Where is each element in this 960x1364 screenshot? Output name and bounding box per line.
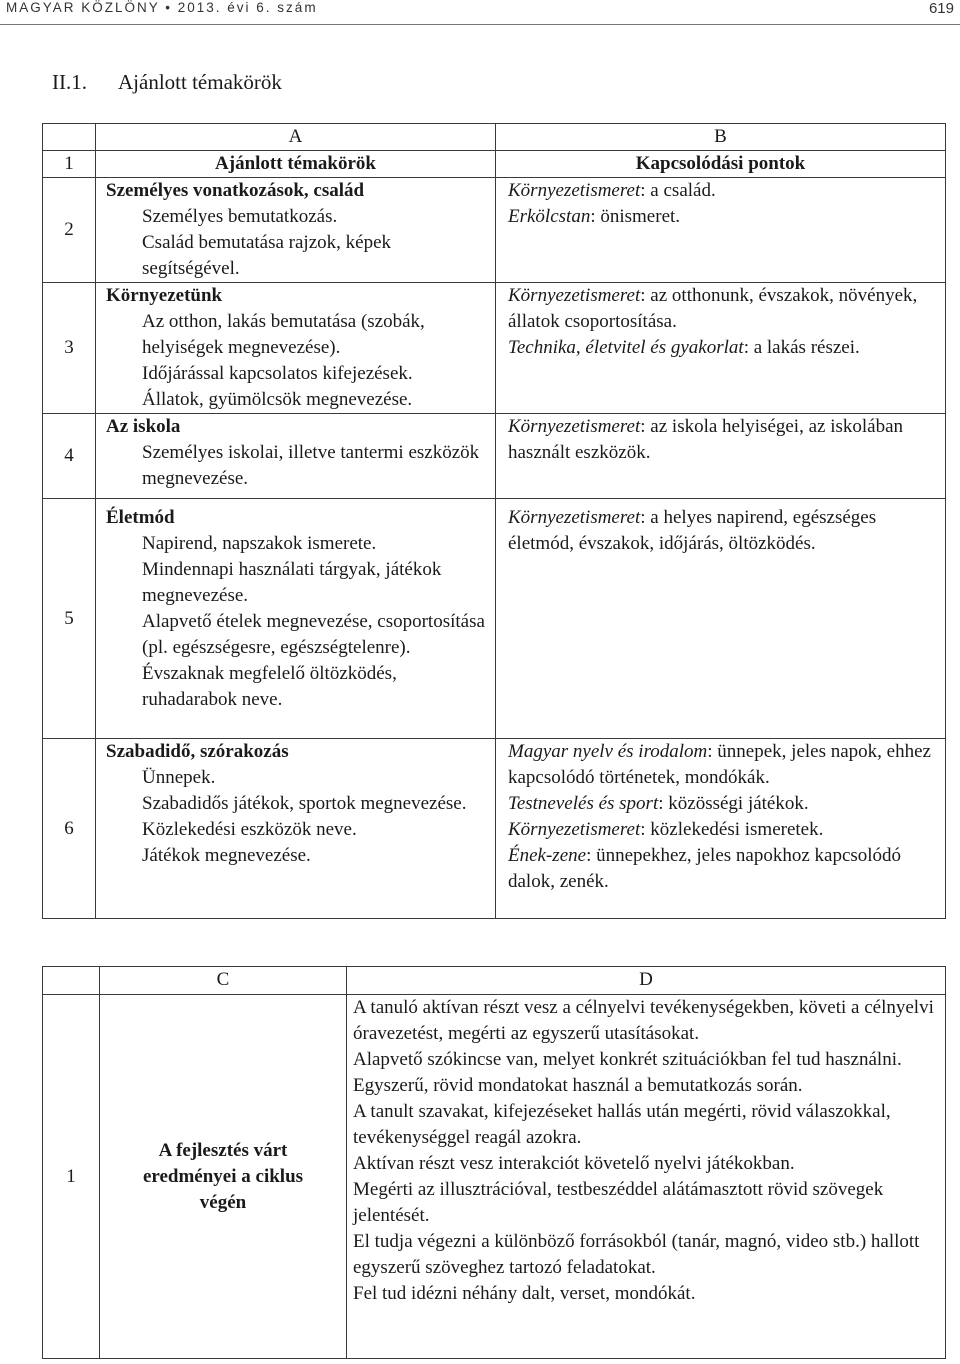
topic-item: Az otthon, lakás bemutatása (szobák, helyiségek megnevezése). xyxy=(142,311,425,358)
link-item xyxy=(508,414,941,466)
topic-item: Személyes bemutatkozás. xyxy=(142,206,338,227)
section-number: II.1. xyxy=(52,70,87,94)
topic-title: Életmód xyxy=(106,507,175,528)
topic-cell xyxy=(96,178,496,283)
outcome-item: Aktívan részt vesz interakciót követelő nyelvi játékokban. xyxy=(353,1153,795,1174)
running-header: MAGYAR KÖZLÖNY • 2013. évi 6. szám xyxy=(6,0,318,15)
header-links: Kapcsolódási pontok xyxy=(496,151,946,178)
column-header-b: B xyxy=(496,124,946,151)
row-number: 1 xyxy=(43,151,96,178)
link-item xyxy=(508,204,941,230)
topic-item: Napirend, napszakok ismerete. xyxy=(142,533,377,554)
subject-name: Magyar nyelv és irodalom xyxy=(508,741,708,762)
link-text: : a helyes napirend, egészséges életmód, évszakok, időjárás, öltözködés. xyxy=(508,507,877,554)
subject-name: Ének-zene xyxy=(508,845,587,866)
links-cell xyxy=(496,414,946,499)
topics-table xyxy=(42,123,946,919)
section-title: Ajánlott témakörök xyxy=(118,70,282,94)
header-rule xyxy=(0,24,960,25)
outcomes-cell xyxy=(347,995,946,1359)
link-item xyxy=(508,283,941,335)
topic-item: Alapvető ételek megnevezése, csoportosítása (pl. egészségesre, egészségtelenre). xyxy=(142,611,485,658)
links-cell xyxy=(496,739,946,919)
link-text: : a család. xyxy=(640,180,716,201)
link-text: : az otthonunk, évszakok, növények, állatok csoportosítása. xyxy=(508,285,918,332)
topic-item: Család bemutatása rajzok, képek segítségével. xyxy=(142,232,392,279)
subject-name: Környezetismeret xyxy=(508,507,641,528)
section-heading xyxy=(52,70,282,95)
link-text: : önismeret. xyxy=(590,206,681,227)
link-text: : ünnepek, jeles napok, ehhez kapcsolódó történetek, mondókák. xyxy=(508,741,931,788)
link-text: : közlekedési ismeretek. xyxy=(640,819,824,840)
link-item xyxy=(508,739,941,791)
outcome-item: Egyszerű, rövid mondatokat használ a bemutatkozás során. xyxy=(353,1075,803,1096)
subject-name: Erkölcstan xyxy=(508,206,591,227)
subject-name: Környezetismeret xyxy=(508,285,641,306)
topic-item: Ünnepek. xyxy=(142,767,216,788)
outcome-item: A tanuló aktívan részt vesz a célnyelvi tevékenységekben, követi a célnyelvi óravezetést, megérti az egyszerű utasításokat. xyxy=(353,997,934,1044)
link-item xyxy=(508,843,941,895)
topic-title: Szabadidő, szórakozás xyxy=(106,741,289,762)
topic-item: Évszaknak megfelelő öltözködés, ruhadarabok neve. xyxy=(142,663,397,710)
column-header-c: C xyxy=(100,967,347,995)
subject-name: Környezetismeret xyxy=(508,180,641,201)
topic-cell xyxy=(96,283,496,414)
topic-title: Környezetünk xyxy=(106,285,223,306)
topic-item: Mindennapi használati tárgyak, játékok megnevezése. xyxy=(142,559,442,606)
link-item xyxy=(508,505,941,557)
links-cell xyxy=(496,178,946,283)
row-number: 5 xyxy=(43,499,96,739)
row-number: 6 xyxy=(43,739,96,919)
topic-cell xyxy=(96,499,496,739)
outcome-item: Fel tud idézni néhány dalt, verset, mondókát. xyxy=(353,1283,696,1304)
link-text: : a lakás részei. xyxy=(743,337,860,358)
topic-item: Közlekedési eszközök neve. xyxy=(142,819,357,840)
row-number: 4 xyxy=(43,414,96,499)
page-number: 619 xyxy=(928,0,954,17)
outcome-item: Megérti az illusztrációval, testbeszéddel alátámasztott rövid szövegek jelentését. xyxy=(353,1179,884,1226)
topic-title: Személyes vonatkozások, család xyxy=(106,180,365,201)
link-item xyxy=(508,791,941,817)
topic-item: Személyes iskolai, illetve tantermi eszközök megnevezése. xyxy=(142,442,480,489)
link-item xyxy=(508,817,941,843)
subject-name: Környezetismeret xyxy=(508,416,641,437)
links-cell xyxy=(496,499,946,739)
link-item xyxy=(508,178,941,204)
topic-item: Játékok megnevezése. xyxy=(142,845,311,866)
subject-name: Környezetismeret xyxy=(508,819,641,840)
topic-cell xyxy=(96,414,496,499)
outcomes-table xyxy=(42,966,946,1359)
topic-item: Szabadidős játékok, sportok megnevezése. xyxy=(142,793,467,814)
links-cell xyxy=(496,283,946,414)
outcome-item: El tudja végezni a különböző forrásokból (tanár, magnó, video stb.) hallott egyszerű szöveghez tartozó feladatokat. xyxy=(353,1231,920,1278)
corner-cell xyxy=(43,124,96,151)
topic-item: Állatok, gyümölcsök megnevezése. xyxy=(142,389,413,410)
row-number: 1 xyxy=(43,995,100,1359)
link-text: : közösségi játékok. xyxy=(658,793,809,814)
topic-cell xyxy=(96,739,496,919)
outcome-item: Alapvető szókincse van, melyet konkrét szituációkban fel tud használni. xyxy=(353,1049,902,1070)
link-text: : az iskola helyiségei, az iskolában használt eszközök. xyxy=(508,416,904,463)
row-number: 2 xyxy=(43,178,96,283)
subject-name: Testnevelés és sport xyxy=(508,793,659,814)
link-item xyxy=(508,335,941,361)
link-text: : ünnepekhez, jeles napokhoz kapcsolódó dalok, zenék. xyxy=(508,845,902,892)
corner-cell xyxy=(43,967,100,995)
topic-item: Időjárással kapcsolatos kifejezések. xyxy=(142,363,413,384)
column-header-d: D xyxy=(347,967,946,995)
subject-name: Technika, életvitel és gyakorlat xyxy=(508,337,744,358)
column-header-a: A xyxy=(96,124,496,151)
topic-title: Az iskola xyxy=(106,416,181,437)
row-number: 3 xyxy=(43,283,96,414)
outcome-item: A tanult szavakat, kifejezéseket hallás után megérti, rövid válaszokkal, tevékenységgel reagál azokra. xyxy=(353,1101,891,1148)
outcomes-label: A fejlesztés várt eredményei a ciklus végén xyxy=(100,995,347,1359)
header-topics: Ajánlott témakörök xyxy=(96,151,496,178)
